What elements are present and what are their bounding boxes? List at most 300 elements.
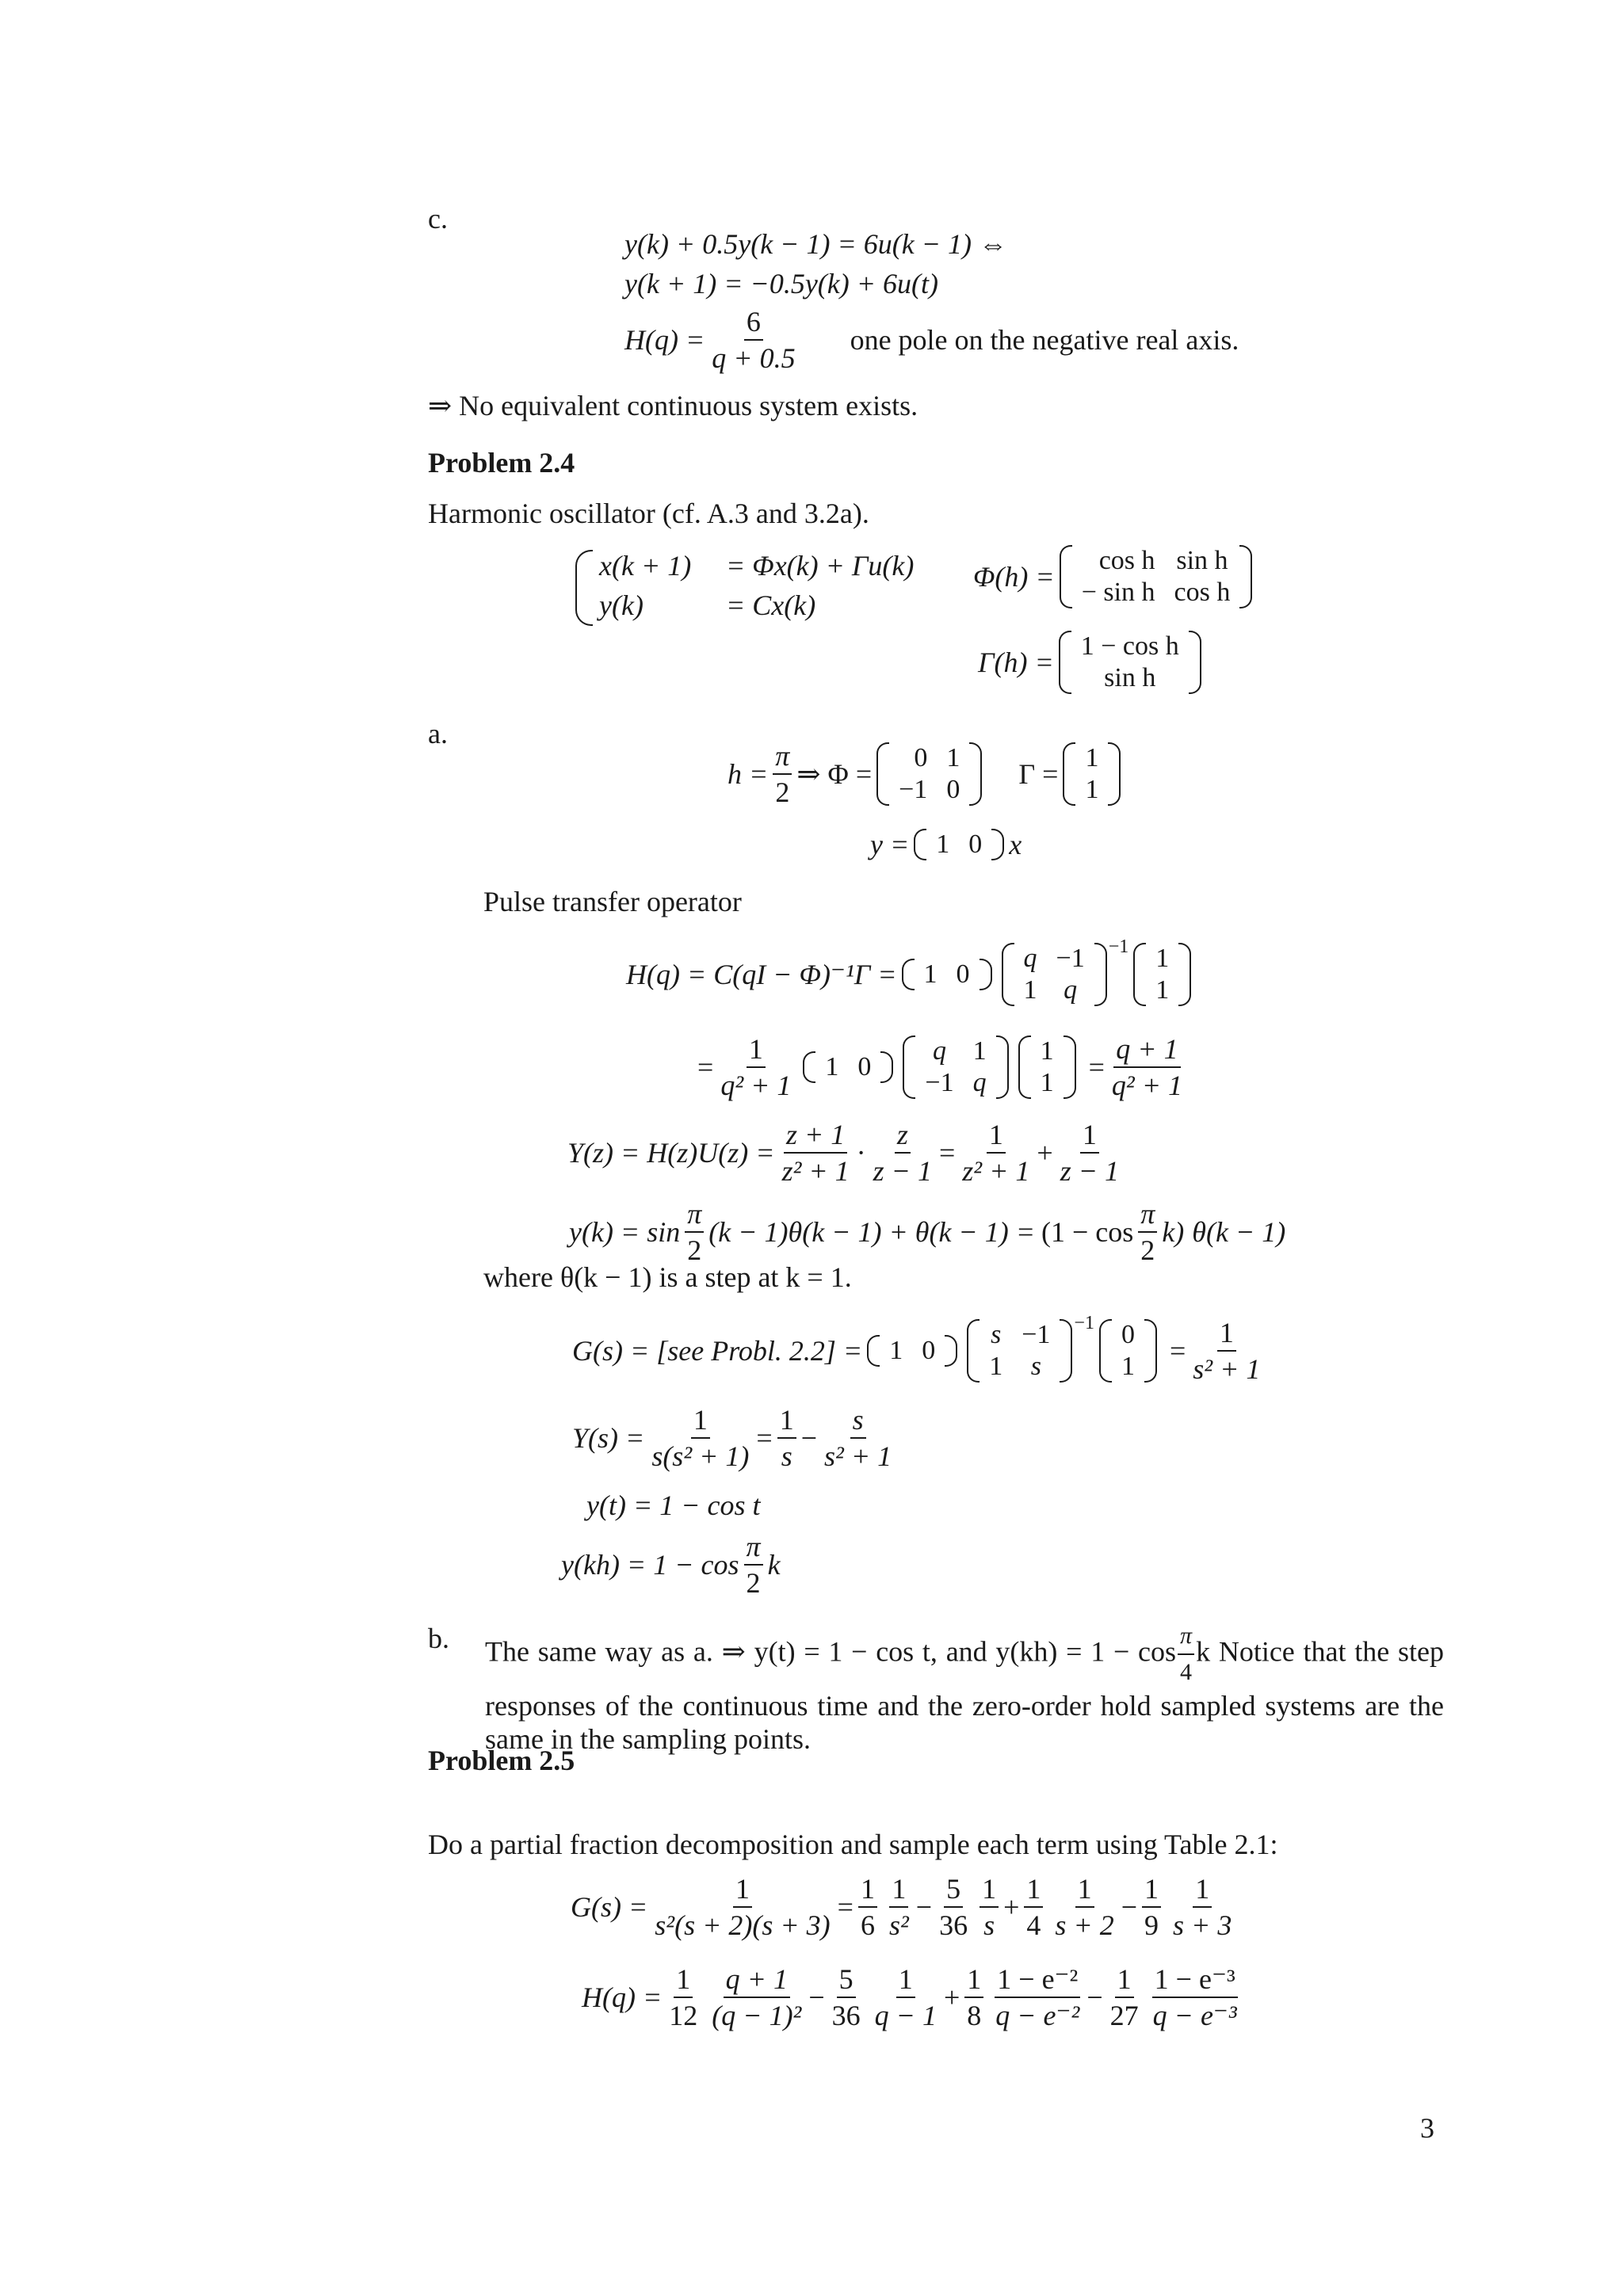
pi-glyph: π — [1140, 1198, 1155, 1230]
den-text: s² + 1 — [1193, 1353, 1261, 1385]
eq-hq-pulse: H(q) = C(qI − Φ)⁻¹Γ = 1 0 q −1 1 q −1 1 1 — [626, 943, 1196, 1006]
den: 2 — [687, 1234, 702, 1266]
phi-a-row — [889, 774, 969, 806]
x-symbol: x — [1009, 829, 1022, 860]
row — [1031, 1067, 1064, 1099]
den — [993, 1998, 1082, 2030]
gamma-a-cell: 1 — [1085, 775, 1099, 804]
num — [724, 1965, 790, 1998]
frac-5-36 — [830, 1965, 863, 2030]
den: 4 — [1026, 1909, 1041, 1941]
eq-c-line2-text: y(k + 1) = −0.5y(k) + 6u(t) — [624, 268, 939, 299]
num: 1 — [777, 1405, 796, 1439]
frac-1-27 — [1108, 1965, 1141, 2030]
yk-theta: θ(k − 1) — [1192, 1216, 1286, 1248]
num: 1 — [1193, 1875, 1212, 1908]
c-row-matrix — [914, 829, 1004, 860]
left-paren — [902, 959, 915, 990]
sys-row2-lhs-text: y(k) — [599, 589, 643, 621]
den-text: z − 1 — [1060, 1155, 1120, 1187]
system-brace — [575, 550, 593, 626]
page-number: 3 — [1420, 2112, 1434, 2144]
num: 1 — [1217, 1318, 1236, 1352]
part-a-label: a. — [428, 718, 448, 749]
cell: 1 — [989, 1352, 1003, 1381]
den-text: s² + 1 — [824, 1440, 892, 1472]
den — [649, 1439, 751, 1470]
yz-lhs: Y(z) = H(z)U(z) = — [567, 1137, 775, 1169]
eq-phi-h — [973, 545, 1257, 608]
row — [1112, 1319, 1144, 1351]
den — [1190, 1352, 1262, 1383]
den: 27 — [1109, 2000, 1139, 2031]
phi-a-cell: 0 — [946, 775, 960, 804]
phi-matrix-right-paren — [1239, 545, 1252, 608]
den — [1052, 1908, 1116, 1939]
row — [980, 1351, 1060, 1383]
plus-sign: + — [1003, 1891, 1020, 1923]
cell-text: s — [1030, 1352, 1041, 1381]
heading-problem-2-4: Problem 2.4 — [428, 447, 575, 479]
hq-num: 6 — [744, 307, 763, 341]
eq-h-phi-a — [727, 742, 1125, 807]
den — [887, 1908, 911, 1939]
frac-e2 — [993, 1965, 1082, 2030]
eq-c-line1 — [624, 230, 1007, 258]
eq-yt — [586, 1491, 761, 1520]
gamma-matrix — [1059, 631, 1201, 694]
gamma-a-table — [1075, 742, 1108, 806]
part-b-text — [485, 1619, 1444, 1756]
where-step-note: where θ(k − 1) is a step at k = 1. — [483, 1261, 852, 1293]
c-row-row — [926, 829, 991, 860]
gamma-a-left-paren — [1063, 742, 1075, 806]
den: 8 — [967, 2000, 982, 2031]
minus-sign: − — [1086, 1981, 1103, 2013]
den-text: s²(s + 2)(s + 3) — [655, 1909, 831, 1941]
frac-1-sp2 — [1052, 1875, 1116, 1939]
row — [815, 1051, 880, 1083]
phi-a-row — [889, 742, 969, 774]
c-cell: 1 — [936, 830, 950, 859]
right-paren — [1094, 943, 1107, 1006]
yk-paren-open: (1 − cos — [1041, 1216, 1134, 1248]
eq-yk — [569, 1199, 1285, 1264]
gamma-cell: sin h — [1104, 663, 1156, 692]
den — [822, 1439, 894, 1470]
eq-gs-pfd — [571, 1875, 1239, 1939]
h-lhs: h = — [727, 758, 769, 790]
eq-c-line1-text: y(k) + 0.5y(k − 1) = 6u(k − 1) ⇔ — [624, 228, 1007, 260]
num — [850, 1405, 866, 1439]
den: 4 — [1180, 1659, 1193, 1685]
right-paren — [1064, 1035, 1076, 1099]
num: 1 — [691, 1405, 710, 1439]
right-paren — [996, 1035, 1009, 1099]
implies-phi: ⇒ Φ = — [796, 758, 873, 790]
frac-zp1 — [780, 1120, 852, 1185]
den-text: z² + 1 — [781, 1155, 850, 1187]
num: 1 — [987, 1120, 1006, 1154]
sys-row1-lhs — [599, 551, 691, 580]
eq-ykh — [561, 1532, 781, 1597]
phi-matrix-row — [1072, 577, 1240, 608]
yk-lhs: y(k) = sin — [569, 1216, 681, 1248]
c-row-table-4 — [880, 1335, 945, 1367]
plus-sign: + — [1037, 1137, 1053, 1169]
pi-glyph: π — [687, 1198, 702, 1230]
c-row-right-paren — [991, 829, 1004, 860]
den-text: s + 2 — [1055, 1909, 1114, 1941]
gamma-matrix-row — [1071, 631, 1189, 662]
left-paren — [967, 1319, 980, 1383]
sys-row2-rhs — [726, 591, 815, 620]
cell: 1 — [972, 1036, 987, 1066]
eq-y-cx — [870, 829, 1022, 860]
plus-sign: + — [943, 1981, 960, 2013]
cell: 1 — [1040, 1036, 1054, 1066]
num-text: q + 1 — [725, 1963, 788, 1995]
den-text: q − 1 — [874, 2000, 937, 2031]
num: 1 — [1080, 1120, 1099, 1154]
num: 1 — [674, 1965, 693, 1998]
frac-1-sp3 — [1170, 1875, 1234, 1939]
phi-lhs: Φ(h) = — [973, 561, 1055, 593]
minus-sign: − — [800, 1422, 818, 1454]
gamma-a-right-paren — [1108, 742, 1121, 806]
cell: −1 — [925, 1068, 954, 1097]
cell — [964, 1067, 996, 1099]
col-01 — [1099, 1319, 1157, 1383]
c-row-table-3 — [815, 1051, 880, 1083]
cell: 0 — [857, 1052, 872, 1081]
eq-yz — [567, 1120, 1126, 1185]
den — [709, 1998, 804, 2030]
phi-cell: cos h — [1174, 578, 1231, 607]
den — [780, 1154, 852, 1185]
cell-text: q — [933, 1036, 946, 1066]
hq-pulse-lhs: H(q) = C(qI − Φ)⁻¹Γ = — [626, 959, 897, 990]
qp1-over-q2p1 — [1109, 1035, 1185, 1100]
conclusion-c: ⇒ No equivalent continuous system exists. — [428, 390, 918, 421]
c-row-table-2 — [915, 959, 980, 990]
pi-over-2 — [773, 742, 792, 807]
col-01-table — [1112, 1319, 1144, 1383]
cell: 1 — [1155, 975, 1170, 1005]
phi-cell: − sin h — [1081, 578, 1155, 607]
row — [915, 1035, 995, 1067]
num — [895, 1120, 911, 1154]
den-text: s — [983, 1909, 995, 1941]
phi-matrix — [1060, 545, 1253, 608]
phi-cell: sin h — [1176, 546, 1228, 575]
num: 1 — [1075, 1875, 1094, 1908]
den-text: q² + 1 — [1111, 1070, 1182, 1101]
row — [1014, 943, 1094, 974]
den — [718, 1068, 793, 1100]
ykh-lhs: y(kh) = 1 − cos — [561, 1549, 739, 1581]
cell: −1 — [1056, 944, 1085, 973]
frac-1-s — [777, 1405, 796, 1470]
dot: · — [856, 1137, 866, 1169]
hq-note: one pole on the negative real axis. — [850, 324, 1239, 356]
den-text: z² + 1 — [962, 1155, 1030, 1187]
frac-e3 — [1151, 1965, 1239, 2030]
phi-matrix-row — [1072, 545, 1240, 577]
den-text: s² — [888, 1909, 909, 1941]
sys-row1-rhs-text: = Φx(k) + Γu(k) — [726, 550, 915, 582]
eq-c-hq — [624, 307, 1239, 372]
left-paren — [903, 1035, 915, 1099]
num — [784, 1120, 847, 1154]
gamma-matrix-row — [1071, 662, 1189, 694]
den — [779, 1439, 795, 1470]
cell: 1 — [1121, 1352, 1135, 1381]
den: 36 — [831, 2000, 861, 2031]
adj-matrix — [903, 1035, 1008, 1099]
left-paren — [867, 1335, 880, 1367]
hq-lhs: H(q) = — [624, 324, 705, 356]
frac-1-s — [980, 1875, 999, 1939]
pi-over-2 — [744, 1532, 763, 1597]
hq-lhs: H(q) = — [582, 1981, 663, 2013]
sys-row2-rhs-text: = Cx(k) — [726, 589, 816, 621]
num: 1 — [1024, 1875, 1043, 1908]
p25-intro: Do a partial fraction decomposition and sample each term using Table 2.1: — [428, 1829, 1278, 1860]
row — [1112, 1351, 1144, 1383]
row — [915, 1067, 995, 1099]
frac-main — [652, 1875, 832, 1939]
num — [744, 1532, 763, 1566]
frac-1-s2p1 — [1190, 1318, 1262, 1383]
phi-a-matrix — [876, 742, 982, 806]
phi-a-right-paren — [969, 742, 982, 806]
num: 1 − e⁻² — [995, 1965, 1080, 1998]
num: 5 — [837, 1965, 856, 1998]
gamma-matrix-right-paren — [1189, 631, 1201, 694]
eq-ys — [572, 1405, 899, 1470]
col-11-b — [1018, 1035, 1076, 1099]
num-text: s — [852, 1404, 864, 1436]
pi-glyph: π — [1180, 1623, 1193, 1649]
frac-qp1-qm1sq — [709, 1965, 804, 2030]
gs-lhs: G(s) = [see Probl. 2.2] = — [572, 1335, 863, 1367]
cell: 0 — [922, 1336, 936, 1365]
eq-sign: = — [697, 1051, 714, 1083]
s-table — [980, 1319, 1060, 1383]
row — [1014, 974, 1094, 1006]
row — [980, 1319, 1060, 1351]
sys-row2-lhs — [599, 591, 643, 620]
c-row-table — [926, 829, 991, 860]
c-row-matrix-2 — [902, 959, 992, 990]
two-den: 2 — [775, 776, 790, 808]
cell: 1 — [1155, 944, 1170, 973]
pi-over-2 — [685, 1199, 704, 1264]
frac-1-s2 — [887, 1875, 911, 1939]
phi-matrix-table — [1072, 545, 1240, 608]
num — [685, 1199, 704, 1233]
left-paren — [1018, 1035, 1031, 1099]
cell: 1 — [923, 959, 938, 989]
num: 1 — [1115, 1965, 1134, 1998]
left-paren — [1002, 943, 1014, 1006]
cell: 0 — [1121, 1320, 1135, 1349]
num — [1113, 1035, 1180, 1068]
den — [871, 1154, 934, 1185]
phi-matrix-left-paren — [1060, 545, 1072, 608]
den-text: q − e⁻³ — [1152, 2000, 1237, 2031]
gamma-a-lhs: Γ = — [1018, 758, 1059, 790]
den — [981, 1908, 997, 1939]
right-paren — [1144, 1319, 1157, 1383]
frac-5-36 — [937, 1875, 970, 1939]
pi-num — [773, 742, 792, 775]
den: 9 — [1144, 1909, 1159, 1941]
num: 1 — [896, 1965, 915, 1998]
num: 1 — [980, 1875, 999, 1908]
cell — [1047, 974, 1094, 1006]
gamma-lhs: Γ(h) = — [978, 646, 1054, 678]
b-text-2: k Notice that the step responses of the continuous time and the zero-order hold sampled systems are the same in the sampling points. — [485, 1635, 1444, 1755]
frac-1-4 — [1024, 1875, 1043, 1939]
eq-c-line2 — [624, 269, 938, 298]
den: 6 — [860, 1909, 875, 1941]
cell: −1 — [1022, 1320, 1051, 1349]
yt-text: y(t) = 1 − cos t — [586, 1489, 761, 1521]
pi-over-2 — [1138, 1199, 1157, 1264]
minus-sign: − — [808, 1981, 825, 2013]
num: 1 — [747, 1035, 766, 1068]
p24-intro: Harmonic oscillator (cf. A.3 and 3.2a). — [428, 498, 869, 529]
num-text: z — [896, 1119, 908, 1150]
row — [1146, 943, 1178, 974]
phi-a-cell: 1 — [946, 743, 960, 772]
den — [873, 1998, 939, 2030]
pi-over-4 — [1178, 1619, 1194, 1689]
phi-a-cell: 0 — [914, 743, 928, 772]
left-paren — [1099, 1319, 1112, 1383]
inv-matrix — [1002, 943, 1107, 1006]
col-11-table — [1146, 943, 1178, 1006]
right-paren — [880, 1051, 893, 1083]
den — [1170, 1908, 1234, 1939]
frac-1-12 — [666, 1965, 700, 2030]
den-text: s — [781, 1440, 792, 1472]
right-paren — [945, 1335, 957, 1367]
frac-1-8 — [964, 1965, 983, 2030]
den-text: q² + 1 — [720, 1070, 792, 1101]
den-text: s + 3 — [1173, 1909, 1232, 1941]
col-11 — [1133, 943, 1191, 1006]
frac-1-z2p1 — [960, 1120, 1032, 1185]
heading-problem-2-5: Problem 2.5 — [428, 1745, 575, 1776]
den: 12 — [669, 2000, 698, 2031]
inv-table — [1014, 943, 1094, 1006]
row — [1031, 1035, 1064, 1067]
cell: 1 — [1023, 975, 1037, 1005]
eq-sign: = — [1169, 1335, 1186, 1367]
c-row-matrix-4 — [867, 1335, 957, 1367]
eq-sign: = — [938, 1137, 956, 1169]
right-paren — [1178, 943, 1191, 1006]
den — [1109, 1068, 1185, 1100]
right-paren — [1060, 1319, 1072, 1383]
den — [1151, 1998, 1239, 2030]
right-paren — [980, 959, 992, 990]
num: 1 — [889, 1875, 908, 1908]
den-text: (q − 1)² — [712, 2000, 802, 2031]
num-text: z + 1 — [785, 1119, 846, 1150]
c-row-left-paren — [914, 829, 926, 860]
col-11-b-table — [1031, 1035, 1064, 1099]
left-paren — [1133, 943, 1146, 1006]
den-text: z − 1 — [873, 1155, 932, 1187]
c-cell: 0 — [968, 830, 983, 859]
gamma-cell: 1 − cos h — [1080, 631, 1179, 661]
den — [652, 1908, 832, 1939]
eq-gs: G(s) = [see Probl. 2.2] = 1 0 s −1 1 s −1 0 1 = $\frac{1}{\text{s² + 1}}$ — [572, 1318, 1267, 1383]
eq-sign: = — [756, 1422, 773, 1454]
num: 1 — [1142, 1875, 1161, 1908]
pi-glyph: π — [746, 1531, 761, 1562]
yk-mid: (k − 1)θ(k − 1) + θ(k − 1) = — [708, 1216, 1035, 1248]
c-row-matrix-3 — [803, 1051, 893, 1083]
cell: 0 — [956, 959, 970, 989]
cell: 1 — [1040, 1068, 1054, 1097]
hq-fraction — [709, 307, 797, 372]
row — [880, 1335, 945, 1367]
adj-table — [915, 1035, 995, 1099]
minus-sign: − — [915, 1891, 933, 1923]
minus-sign: − — [1121, 1891, 1138, 1923]
den: 2 — [1140, 1234, 1155, 1266]
y-lhs: y = — [870, 829, 910, 860]
yk-k: k) — [1162, 1216, 1185, 1248]
cell-text: q — [1064, 975, 1078, 1005]
b-text-1: The same way as a. ⇒ y(t) = 1 − cos t, and y(kh) = 1 − cos — [485, 1635, 1177, 1668]
s-matrix — [967, 1319, 1072, 1383]
eq-hq-adj — [697, 1035, 1190, 1100]
gamma-a-matrix — [1063, 742, 1121, 806]
num — [1138, 1199, 1157, 1233]
eq-gamma-h — [978, 631, 1206, 694]
hq-den — [709, 341, 797, 372]
frac-s-s2p1 — [822, 1405, 894, 1470]
frac-1-ss2p1 — [649, 1405, 751, 1470]
gamma-a-row — [1075, 774, 1108, 806]
num: 5 — [944, 1875, 963, 1908]
phi-a-left-paren — [876, 742, 889, 806]
eq-hq-pfd — [582, 1965, 1244, 2030]
cell: 1 — [825, 1052, 839, 1081]
den — [1058, 1154, 1121, 1185]
sys-row1-rhs — [726, 551, 914, 580]
frac-z — [871, 1120, 934, 1185]
cell-text: q — [1023, 944, 1037, 973]
gamma-matrix-left-paren — [1059, 631, 1071, 694]
row — [915, 959, 980, 990]
row — [1146, 974, 1178, 1006]
cell-text: s — [991, 1320, 1002, 1349]
hq-den-text: q + 0.5 — [712, 342, 796, 374]
den: 36 — [939, 1909, 968, 1941]
num: 1 − e⁻³ — [1152, 1965, 1238, 1998]
cell-text: q — [972, 1068, 987, 1097]
eq-sign: = — [1088, 1051, 1105, 1083]
frac-1-zm1 — [1058, 1120, 1121, 1185]
one-over-q2p1 — [718, 1035, 793, 1100]
